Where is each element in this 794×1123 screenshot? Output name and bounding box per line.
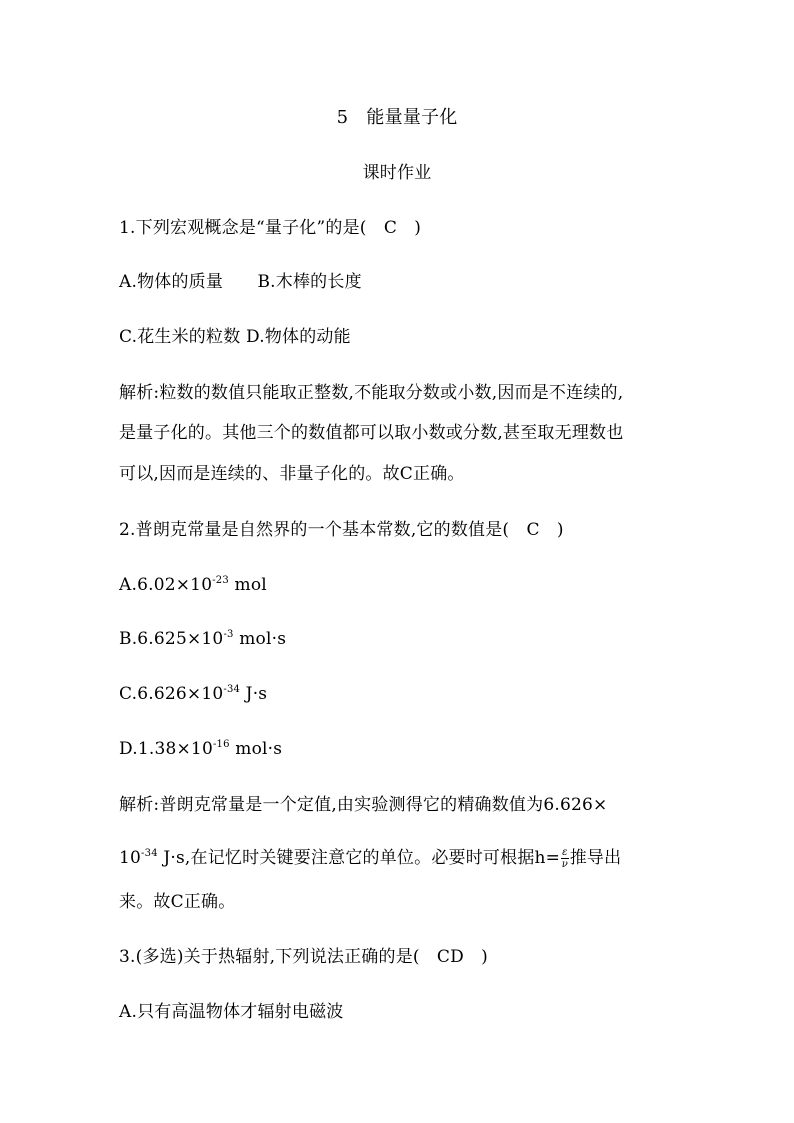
fraction-epsilon-over-nu — [561, 847, 569, 870]
question-2-option-d — [119, 737, 282, 761]
option-b-exponent: -3 — [223, 629, 234, 640]
question-2-stem: 2.普朗克常量是自然界的一个基本常数,它的数值是( C ) — [119, 520, 564, 540]
option-d-base: D.1.38×10 — [119, 739, 213, 759]
option-b-base: B.6.625×10 — [119, 629, 224, 649]
option-a-exponent: -23 — [212, 575, 229, 586]
question-1-analysis-line-1: 解析:粒数的数值只能取正整数,不能取分数或小数,因而是不连续的, — [119, 383, 624, 403]
question-3-stem: 3.(多选)关于热辐射,下列说法正确的是( CD ) — [119, 947, 488, 967]
option-b-unit: mol·s — [233, 629, 287, 649]
question-2-analysis-line-1: 解析:普朗克常量是一个定值,由实验测得它的精确数值为6.626× — [119, 795, 608, 815]
question-1-options-ab: A.物体的质量 B.木棒的长度 — [119, 272, 362, 292]
question-3-option-a: A.只有高温物体才辐射电磁波 — [119, 1002, 344, 1022]
option-c-base: C.6.626×10 — [119, 684, 224, 704]
question-1-stem: 1.下列宏观概念是“量子化”的是( C ) — [119, 218, 422, 238]
question-2-option-b — [119, 627, 286, 651]
lesson-subtitle: 课时作业 — [362, 163, 432, 183]
question-2-option-a — [119, 573, 267, 597]
fraction-numerator: ε — [562, 847, 568, 858]
analysis-exponent: -34 — [141, 848, 158, 859]
question-2-analysis-line-2 — [119, 846, 621, 870]
fraction-denominator: ν — [561, 859, 569, 870]
option-c-exponent: -34 — [223, 684, 241, 695]
question-1-analysis-line-3: 可以,因而是连续的、非量子化的。故C正确。 — [119, 464, 465, 484]
option-a-base: A.6.02×10 — [119, 575, 213, 595]
question-2-analysis-line-3: 来。故C正确。 — [119, 892, 236, 912]
option-a-unit: mol — [228, 575, 267, 595]
option-c-unit: J·s — [240, 684, 268, 704]
question-1-analysis-line-2: 是量子化的。其他三个的数值都可以取小数或分数,甚至取无理数也 — [119, 423, 624, 443]
question-2-option-c — [119, 682, 267, 706]
analysis-tail: 推导出 — [569, 848, 622, 868]
lesson-title: 5 能量量子化 — [336, 107, 458, 128]
analysis-text: J·s,在记忆时关键要注意它的单位。必要时可根据h= — [157, 848, 561, 868]
option-d-exponent: -16 — [212, 739, 230, 750]
question-1-options-cd: C.花生米的粒数 D.物体的动能 — [119, 327, 351, 347]
analysis-base: 10 — [119, 848, 142, 868]
option-d-unit: mol·s — [229, 739, 283, 759]
